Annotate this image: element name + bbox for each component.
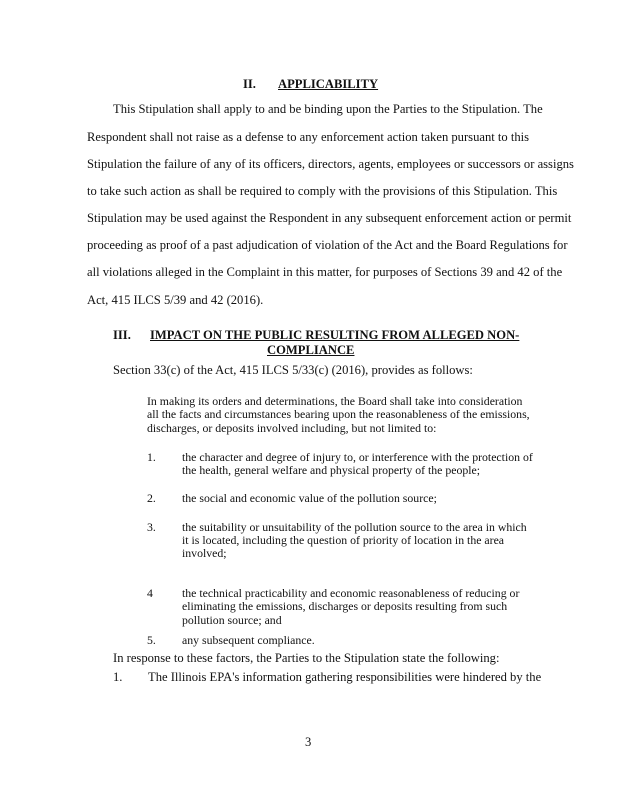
paragraph-line: all violations alleged in the Complaint in this matter, for purposes of Sections 39 and 42 of the: [87, 265, 563, 279]
page-number: 3: [305, 735, 312, 749]
statute-intro: Section 33(c) of the Act, 415 ILCS 5/33(c) (2016), provides as follows:: [113, 363, 473, 377]
factor-line: the character and degree of injury to, or interference with the protection of: [182, 450, 533, 464]
quote-line: discharges, or deposits involved including, but not limited to:: [147, 421, 437, 435]
factor-line: eliminating the emissions, discharges or deposits resulting from such: [182, 599, 508, 613]
paragraph-line: proceeding as proof of a past adjudication of violation of the Act and the Board Regulations for: [87, 238, 568, 252]
response-intro: In response to these factors, the Parties to the Stipulation state the following:: [113, 651, 500, 665]
factor-line: the suitability or unsuitability of the pollution source to the area in which: [182, 520, 527, 534]
factor-line: the health, general welfare and physical property of the people;: [182, 463, 481, 477]
paragraph-line: Respondent shall not raise as a defense to any enforcement action taken pursuant to this: [87, 130, 530, 144]
paragraph-line: to take such action as shall be required to comply with the provisions of this Stipulation. This: [87, 184, 558, 198]
factor-number: 1.: [147, 450, 156, 464]
factor-line: it is located, including the question of priority of location in the area: [182, 533, 505, 547]
section-2-title: APPLICABILITY: [278, 77, 379, 91]
quote-line: In making its orders and determinations, the Board shall take into consideration: [147, 394, 523, 408]
response-item-text: The Illinois EPA's information gathering responsibilities were hindered by the: [148, 670, 542, 684]
factor-number: 2.: [147, 491, 156, 505]
factor-number: 5.: [147, 633, 156, 647]
factor-line: any subsequent compliance.: [182, 633, 315, 647]
section-3-number: III.: [113, 328, 131, 342]
factor-line: the technical practicability and economic reasonableness of reducing or: [182, 586, 520, 600]
factor-line: the social and economic value of the pollution source;: [182, 491, 437, 505]
section-2-number: II.: [243, 77, 256, 91]
response-item-number: 1.: [113, 670, 123, 684]
factor-line: pollution source; and: [182, 613, 282, 627]
paragraph-line: Stipulation may be used against the Respondent in any subsequent enforcement action or permit: [87, 211, 572, 225]
factor-line: involved;: [182, 546, 227, 560]
paragraph-line: Stipulation the failure of any of its officers, directors, agents, employees or successors or assigns: [87, 157, 574, 171]
paragraph-line: Act, 415 ILCS 5/39 and 42 (2016).: [87, 293, 264, 307]
quote-line: all the facts and circumstances bearing upon the reasonableness of the emissions,: [147, 407, 530, 421]
section-3-title-cont: COMPLIANCE: [267, 343, 355, 357]
section-3-title: IMPACT ON THE PUBLIC RESULTING FROM ALLEGED NON-: [150, 328, 520, 342]
factor-number: 3.: [147, 520, 156, 534]
paragraph-line: This Stipulation shall apply to and be binding upon the Parties to the Stipulation. The: [113, 102, 543, 116]
factor-number: 4: [147, 586, 153, 600]
